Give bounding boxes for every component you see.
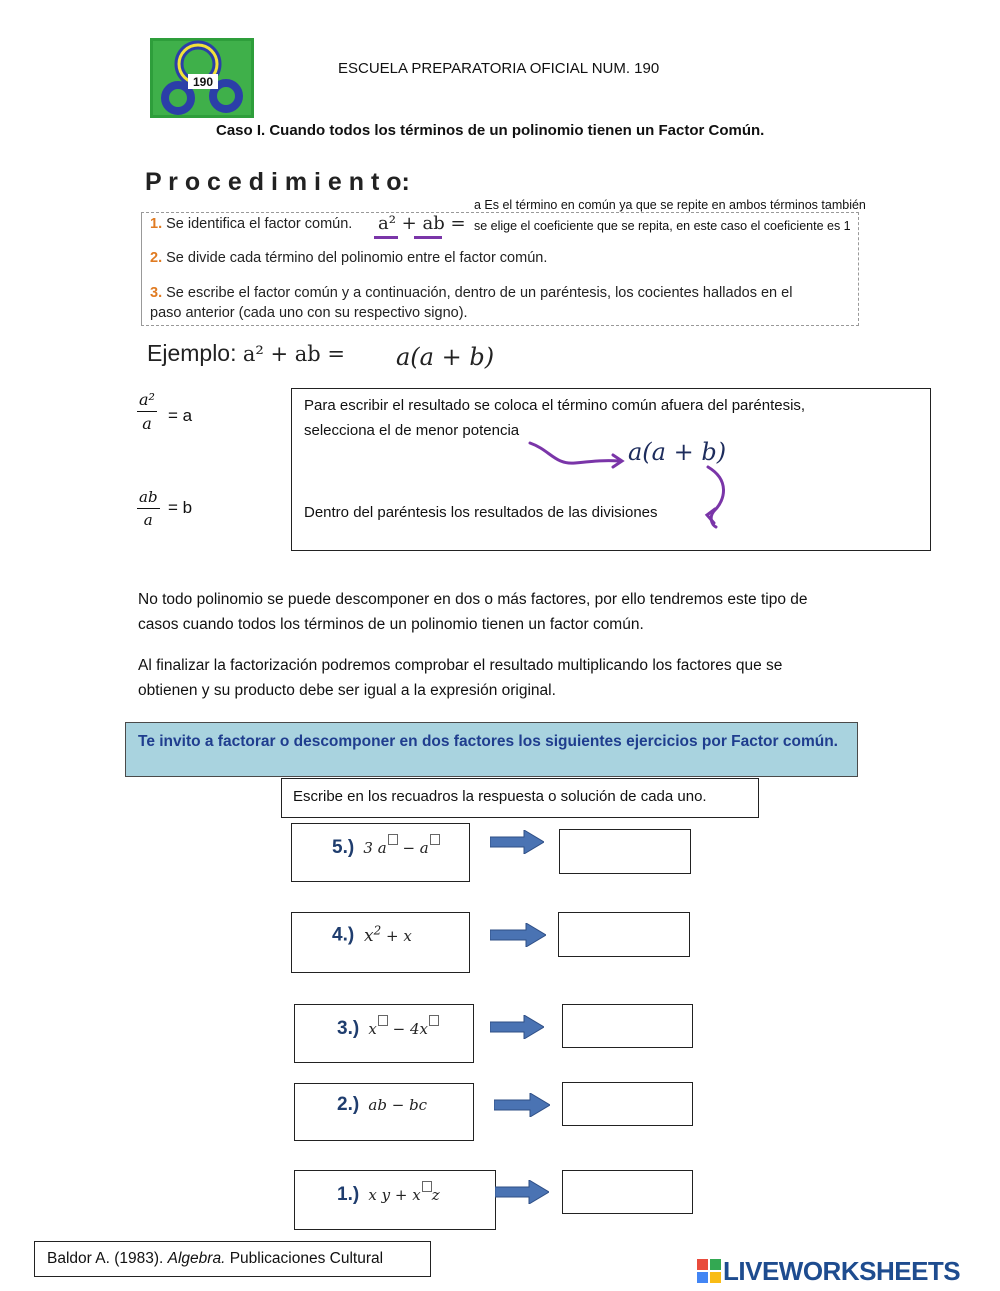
common-term-note-1: a Es el término en común ya que se repite en ambos términos también (474, 198, 866, 212)
exercise-3-content (337, 1015, 439, 1040)
citation-publisher: Publicaciones Cultural (229, 1250, 384, 1267)
fraction-numerator: ab (137, 488, 160, 509)
example-line (147, 340, 345, 367)
case-title: Caso I. Cuando todos los términos de un polinomio tienen un Factor Común. (216, 122, 765, 139)
exercise-number: 2.) (337, 1094, 360, 1115)
procedure-step-3 (150, 285, 792, 301)
explanation-line-3: Dentro del paréntesis los resultados de las divisiones (304, 504, 658, 521)
expr-part-a: x (368, 1020, 377, 1038)
exercise-banner (125, 722, 858, 777)
paragraph-2-line-2: obtienen y su producto debe ser igual a la expresión original. (138, 682, 556, 699)
fraction-1-result: = a (168, 406, 193, 425)
example-expression: a² + ab = (242, 342, 345, 366)
exercise-expression (364, 1096, 427, 1114)
fraction-denominator: a (143, 511, 153, 529)
underline-ab (414, 236, 442, 239)
arrow-right-icon (490, 830, 544, 854)
exercise-4-content (332, 923, 412, 947)
exercise-number: 3.) (337, 1018, 360, 1039)
procedure-title: P r o c e d i m i e n t o: (145, 168, 410, 196)
step1-expr-text: a² + ab = (378, 213, 466, 234)
exercise-banner-text: Te invito a factorar o descomponer en dos factores los siguientes ejercicios por Factor común. (138, 733, 838, 750)
exponent: 2 (373, 923, 382, 937)
procedure-step-3-cont: paso anterior (cada uno con su respectivo signo). (150, 305, 468, 321)
exercise-number: 5.) (332, 837, 355, 858)
exercise-expression (364, 1020, 439, 1038)
explanation-line-2: selecciona el de menor potencia (304, 422, 520, 439)
arrow-to-common-term (530, 443, 620, 463)
paragraph-2-line-1: Al finalizar la factorización podremos comprobar el resultado multiplicando los factores que se (138, 657, 783, 674)
arrow-right-icon (490, 923, 546, 947)
school-logo (150, 38, 254, 118)
school-name: ESCUELA PREPARATORIA OFICIAL NUM. 190 (338, 60, 660, 77)
exercise-expression (359, 839, 440, 857)
citation-text (47, 1250, 383, 1268)
common-term-note-2: se elige el coeficiente que se repita, en este caso el coeficiente es 1 (474, 219, 851, 233)
citation-author: Baldor A. (1983). (47, 1250, 164, 1267)
exercise-5-answer-box[interactable] (559, 829, 691, 874)
expr-part-b: + x (381, 926, 412, 945)
exercise-5-box (291, 823, 470, 882)
expr-part-b: z (431, 1186, 440, 1204)
exponent-placeholder (422, 1181, 432, 1192)
exercise-1-box (294, 1170, 496, 1230)
exercise-4-box (291, 912, 470, 973)
exponent-placeholder (430, 834, 440, 845)
fraction-ab-over-a (137, 488, 160, 529)
exercise-1-content (337, 1181, 440, 1206)
expr-part-a: 3 a (363, 839, 387, 857)
exercise-3-box (294, 1004, 474, 1063)
paragraph-1-line-2: casos cuando todos los términos de un polinomio tienen un factor común. (138, 616, 644, 633)
arrow-right-icon (495, 1180, 549, 1204)
explanation-result: a(a + b) (628, 438, 727, 466)
liveworksheets-text: LIVEWORKSHEETS (723, 1256, 961, 1286)
step-number: 2. (150, 250, 163, 266)
procedure-step-2 (150, 250, 547, 266)
citation-box (34, 1241, 431, 1277)
example-label: Ejemplo: (147, 340, 237, 366)
exercise-5-content (332, 834, 440, 859)
exercise-expression (364, 1186, 440, 1204)
step-number: 3. (150, 285, 163, 301)
explanation-line-1: Para escribir el resultado se coloca el término común afuera del paréntesis, (304, 397, 806, 414)
exercise-3-answer-box[interactable] (562, 1004, 693, 1048)
fraction-denominator: a (142, 414, 152, 433)
exercise-number: 1.) (337, 1184, 360, 1205)
exercise-number: 4.) (332, 924, 355, 946)
citation-title: Algebra. (167, 1250, 226, 1267)
step-text: Se identifica el factor común. (166, 216, 353, 232)
expr-part-b: − 4x (387, 1020, 428, 1038)
fraction-2-result: = b (168, 498, 193, 517)
exponent-placeholder (429, 1015, 439, 1026)
procedure-step-1 (150, 216, 352, 232)
exercise-2-box (294, 1083, 474, 1141)
expr-part-b: − a (397, 839, 429, 857)
expr-part-a: ab − bc (368, 1096, 428, 1114)
paragraph-1-line-1: No todo polinomio se puede descomponer en dos o más factores, por ello tendremos este tipo de (138, 591, 808, 608)
fraction-a2-over-a (137, 390, 157, 433)
underline-a2 (374, 236, 398, 239)
exercise-2-content (337, 1094, 427, 1116)
arrow-right-icon (494, 1093, 550, 1117)
instruction-text: Escribe en los recuadros la respuesta o solución de cada uno. (293, 788, 707, 805)
exponent-placeholder (388, 834, 398, 845)
step1-expression (378, 213, 466, 234)
exponent-placeholder (378, 1015, 388, 1026)
arrow-right-icon (490, 1015, 544, 1039)
liveworksheets-icon (697, 1259, 721, 1283)
fraction-numerator: a² (137, 390, 157, 412)
exercise-expression (359, 923, 412, 946)
handwritten-arrows (520, 435, 740, 535)
example-result: a(a + b) (396, 343, 495, 371)
instruction-box (281, 778, 759, 818)
logo-number: 190 (192, 75, 214, 89)
expr-part-a: x (364, 925, 374, 946)
step-number: 1. (150, 216, 163, 232)
exercise-2-answer-box[interactable] (562, 1082, 693, 1126)
exercise-4-answer-box[interactable] (558, 912, 690, 957)
expr-part-a: x y + x (368, 1186, 421, 1204)
exercise-1-answer-box[interactable] (562, 1170, 693, 1214)
step-text: Se divide cada término del polinomio entre el factor común. (166, 250, 548, 266)
step-text: Se escribe el factor común y a continuación, dentro de un paréntesis, los cocientes hallados en el (166, 285, 793, 301)
